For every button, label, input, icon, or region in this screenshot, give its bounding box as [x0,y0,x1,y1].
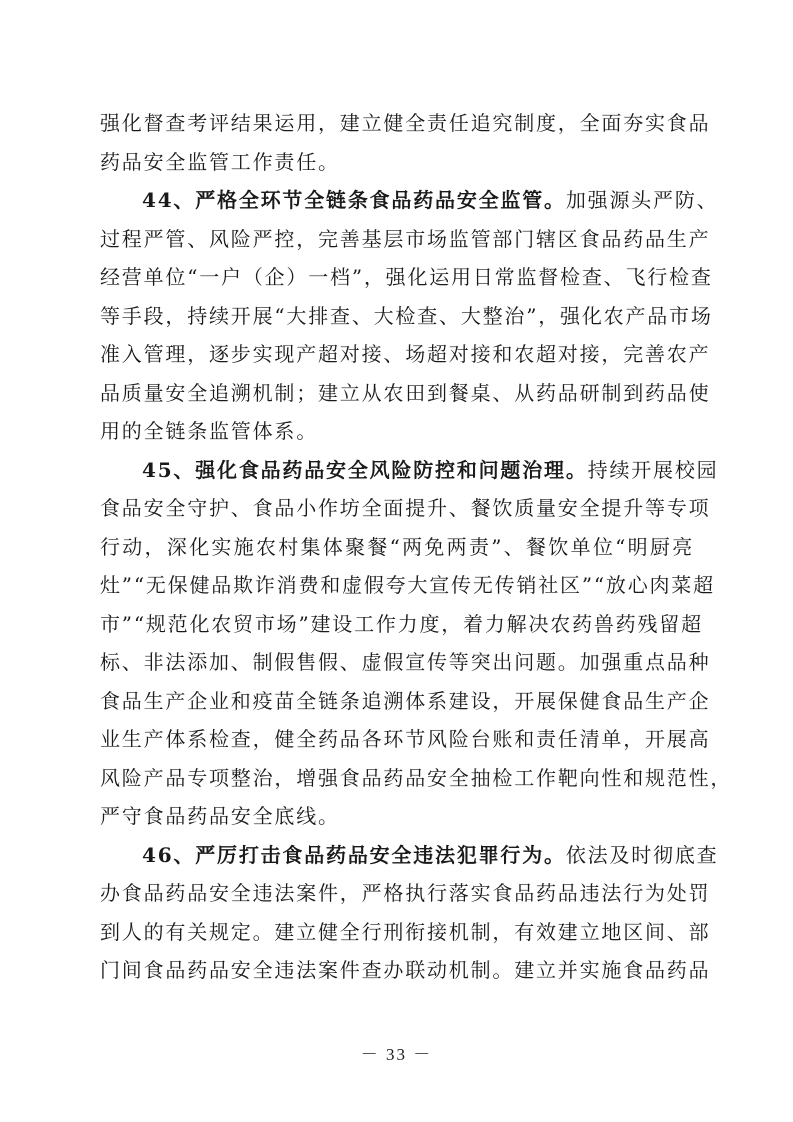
document-body [100,104,733,990]
text-line: 品质量安全追溯机制；建立从农田到餐桌、从药品研制到药品使 [100,380,711,405]
item-heading-tail: 加强源头严防、 [565,188,719,212]
item-heading: 46、严厉打击食品药品安全违法犯罪行为。 [142,842,566,867]
paragraph-first-line [100,836,719,875]
text-line: 过程严管、风险严控，完善基层市场监管部门辖区食品药品生产 [100,226,711,251]
paragraph-first-line [100,451,719,490]
text-line: 业生产体系检查，健全药品各环节风险台账和责任清单，开展高 [100,727,711,751]
text-line: 办食品药品安全违法案件，严格执行落实食品药品违法行为处罚 [100,881,711,905]
text-line: 市”“规范化农贸市场”建设工作力度，着力解决农药兽药残留超 [100,611,703,636]
text-line: 食品生产企业和疫苗全链条追溯体系建设，开展保健食品生产企 [100,688,711,713]
paragraph-continuation [100,104,711,181]
page-number: － 33 － [360,1045,433,1064]
text-line: 经营单位“一户（企）一档”，强化运用日常监督检查、飞行检查 [100,265,713,289]
text-line: 标、非法添加、制假售假、虚假宣传等突出问题。加强重点品种 [100,650,711,674]
text-line: 灶”“无保健品欺诈消费和虚假夸大宣传无传销社区”“放心肉菜超 [100,573,715,597]
paragraph-item-45 [100,451,733,836]
item-heading: 45、强化食品药品安全风险防控和问题治理。 [142,457,588,482]
paragraph-item-44 [100,181,719,451]
text-line: 门间食品药品安全违法案件查办联动机制。建立并实施食品药品 [100,958,711,982]
text-line: 行动，深化实施农村集体聚餐“两免两责”、餐饮单位“明厨亮 [100,534,694,559]
text-line: 食品安全守护、食品小作坊全面提升、餐饮质量安全提升等专项 [100,496,711,520]
text-line: 风险产品专项整治，增强食品药品安全抽检工作靶向性和规范性， [100,765,733,790]
text-line: 用的全链条监管体系。 [100,419,318,443]
paragraph-first-line [100,181,719,220]
text-line: 等手段，持续开展“大排查、大检查、大整治”，强化农产品市场 [100,303,713,328]
paragraph-item-46 [100,836,719,990]
text-line: 药品安全监管工作责任。 [100,149,340,174]
text-line: 准入管理，逐步实现产超对接、场超对接和农超对接，完善农产 [100,342,711,366]
item-heading-tail: 依法及时彻底查 [565,842,719,867]
text-line: 到人的有关规定。建立健全行刑衔接机制，有效建立地区间、部 [100,919,711,944]
text-line: 强化督查考评结果运用，建立健全责任追究制度，全面夯实食品 [100,111,711,135]
item-heading-tail: 持续开展校园 [587,457,719,482]
item-heading: 44、严格全环节全链条食品药品安全监管。 [142,188,566,212]
text-line: 严守食品药品安全底线。 [100,804,340,828]
